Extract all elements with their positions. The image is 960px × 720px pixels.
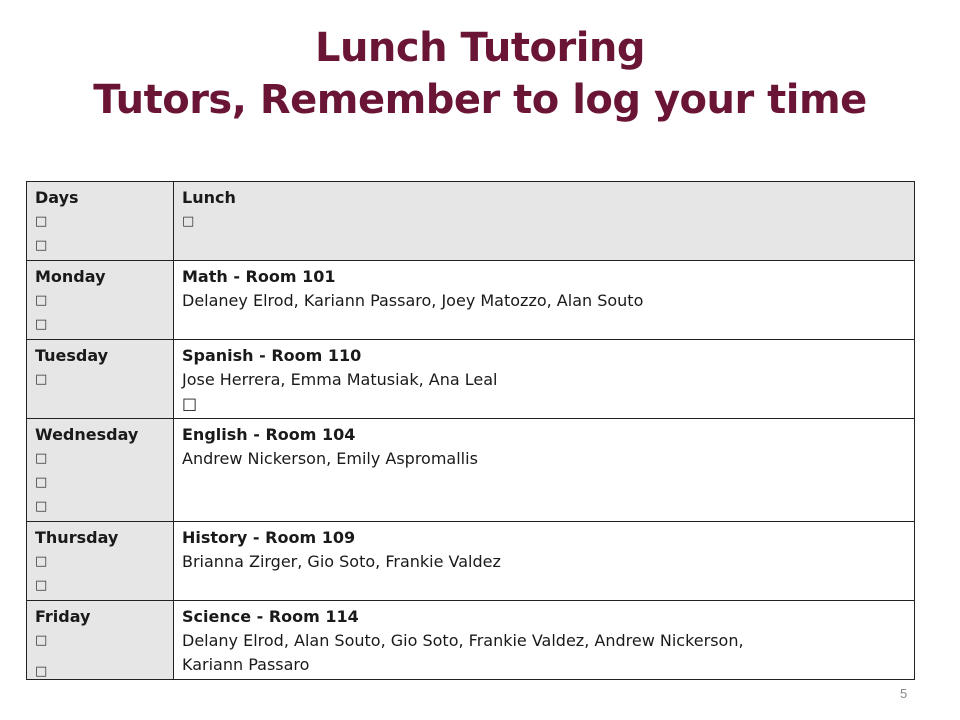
day-extra-mark: □ [35, 633, 48, 648]
header-lunch-label: Lunch [182, 188, 236, 207]
tutor-names-line: Andrew Nickerson, Emily Aspromallis [182, 449, 478, 468]
table-row [27, 340, 915, 419]
subject-room-label: History - Room 109 [182, 528, 356, 547]
table-header-row [27, 182, 915, 261]
subject-room-label: Science - Room 114 [182, 607, 359, 626]
day-cell [27, 601, 174, 680]
day-label: Thursday [35, 528, 119, 547]
day-label: Friday [35, 607, 91, 626]
day-extra-mark: □ [35, 451, 48, 466]
day-extra-mark: □ [35, 293, 48, 308]
session-cell [174, 522, 915, 601]
day-cell [27, 340, 174, 419]
table-row [27, 601, 915, 680]
day-extra-mark: □ [35, 372, 48, 387]
table-row [27, 522, 915, 601]
table-row [27, 419, 915, 522]
subject-room-label: Spanish - Room 110 [182, 346, 362, 365]
session-cell [174, 340, 915, 419]
header-lunch-cell [174, 182, 915, 261]
tutoring-schedule-table [26, 181, 915, 680]
title-line-1: Lunch Tutoring [314, 25, 646, 71]
tutor-names-line: □ [182, 394, 198, 413]
day-label: Monday [35, 267, 106, 286]
tutor-names-line: Delaney Elrod, Kariann Passaro, Joey Matozzo, Alan Souto [182, 291, 644, 310]
header-days-label: Days [35, 188, 79, 207]
tutor-names-line: Brianna Zirger, Gio Soto, Frankie Valdez [182, 552, 501, 571]
day-cell [27, 522, 174, 601]
header-days-extra-1: □ [35, 214, 48, 229]
subject-room-label: Math - Room 101 [182, 267, 336, 286]
day-cell [27, 419, 174, 522]
page-number: 5 [900, 686, 908, 701]
header-days-extra-2: □ [35, 238, 48, 253]
tutor-names-line: Delany Elrod, Alan Souto, Gio Soto, Frankie Valdez, Andrew Nickerson, [182, 631, 744, 650]
session-cell [174, 261, 915, 340]
tutor-names-line: Jose Herrera, Emma Matusiak, Ana Leal [182, 370, 498, 389]
day-extra-mark: □ [35, 317, 48, 332]
footer-mark: □ [35, 664, 48, 679]
title-line-2: Tutors, Remember to log your time [93, 77, 867, 123]
day-extra-mark: □ [35, 475, 48, 490]
day-cell [27, 261, 174, 340]
tutor-names-line: Kariann Passaro [182, 655, 310, 674]
session-cell [174, 601, 915, 680]
slide-title [0, 22, 960, 126]
header-days-cell [27, 182, 174, 261]
session-cell [174, 419, 915, 522]
header-lunch-extra-1: □ [182, 214, 195, 229]
day-extra-mark: □ [35, 499, 48, 514]
day-label: Tuesday [35, 346, 109, 365]
subject-room-label: English - Room 104 [182, 425, 356, 444]
table-row [27, 261, 915, 340]
day-extra-mark: □ [35, 554, 48, 569]
day-label: Wednesday [35, 425, 139, 444]
day-extra-mark: □ [35, 578, 48, 593]
